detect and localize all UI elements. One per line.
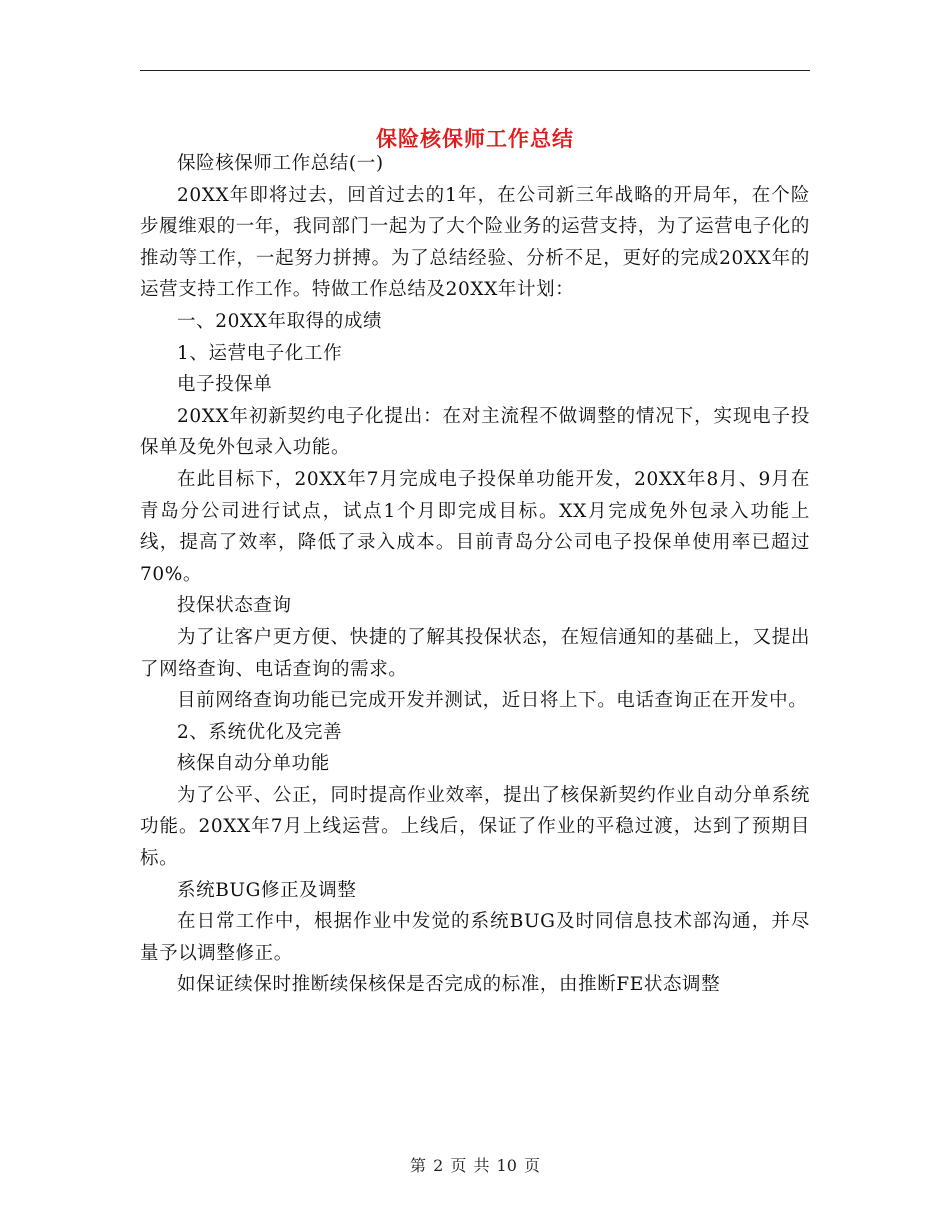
paragraph: 20XX年即将过去，回首过去的1年，在公司新三年战略的开局年，在个险步履维艰的一年，我同部门一起为了大个险业务的运营支持，为了运营电子化的推动等工作，一起努力拼搏。为了总结经验、分析不足，更好的完成20XX年的运营支持工作工作。特做工作总结及20XX年计划： xyxy=(140,184,810,301)
item-heading: 电子投保单 xyxy=(177,374,273,396)
item-heading: 核保自动分单功能 xyxy=(177,753,330,775)
paragraph: 20XX年初新契约电子化提出：在对主流程不做调整的情况下，实现电子投保单及免外包录入功能。 xyxy=(140,405,810,459)
item-heading: 系统BUG修正及调整 xyxy=(177,879,357,901)
document-body xyxy=(140,148,810,1001)
paragraph: 目前网络查询功能已完成开发并测试，近日将上下。电话查询正在开发中。 xyxy=(177,690,808,712)
paragraph: 如保证续保时推断续保核保是否完成的标准，由推断FE状态调整 xyxy=(177,974,721,996)
subsection-heading: 2、系统优化及完善 xyxy=(177,721,343,743)
paragraph-subtitle: 保险核保师工作总结(一) xyxy=(177,153,384,174)
paragraph: 在日常工作中，根据作业中发觉的系统BUG及时同信息技术部沟通，并尽量予以调整修正。 xyxy=(140,911,810,964)
item-heading: 投保状态查询 xyxy=(177,595,292,617)
paragraph: 为了让客户更方便、快捷的了解其投保状态，在短信通知的基础上，又提出了网络查询、电话查询的需求。 xyxy=(140,626,810,680)
section-heading: 一、20XX年取得的成绩 xyxy=(177,310,383,332)
paragraph: 在此目标下，20XX年7月完成电子投保单功能开发，20XX年8月、9月在青岛分公司进行试点，试点1个月即完成目标。XX月完成免外包录入功能上线，提高了效率，降低了录入成本。目前青岛分公司电子投保单使用率已超过70%。 xyxy=(140,468,810,585)
subsection-heading: 1、运营电子化工作 xyxy=(177,342,343,364)
document-title: 保险核保师工作总结 xyxy=(376,126,574,152)
page-number: 第 2 页 共 10 页 xyxy=(410,1156,540,1175)
paragraph: 为了公平、公正，同时提高作业效率，提出了核保新契约作业自动分单系统功能。20XX年7月上线运营。上线后，保证了作业的平稳过渡，达到了预期目标。 xyxy=(140,784,810,870)
header-rule xyxy=(140,70,810,71)
